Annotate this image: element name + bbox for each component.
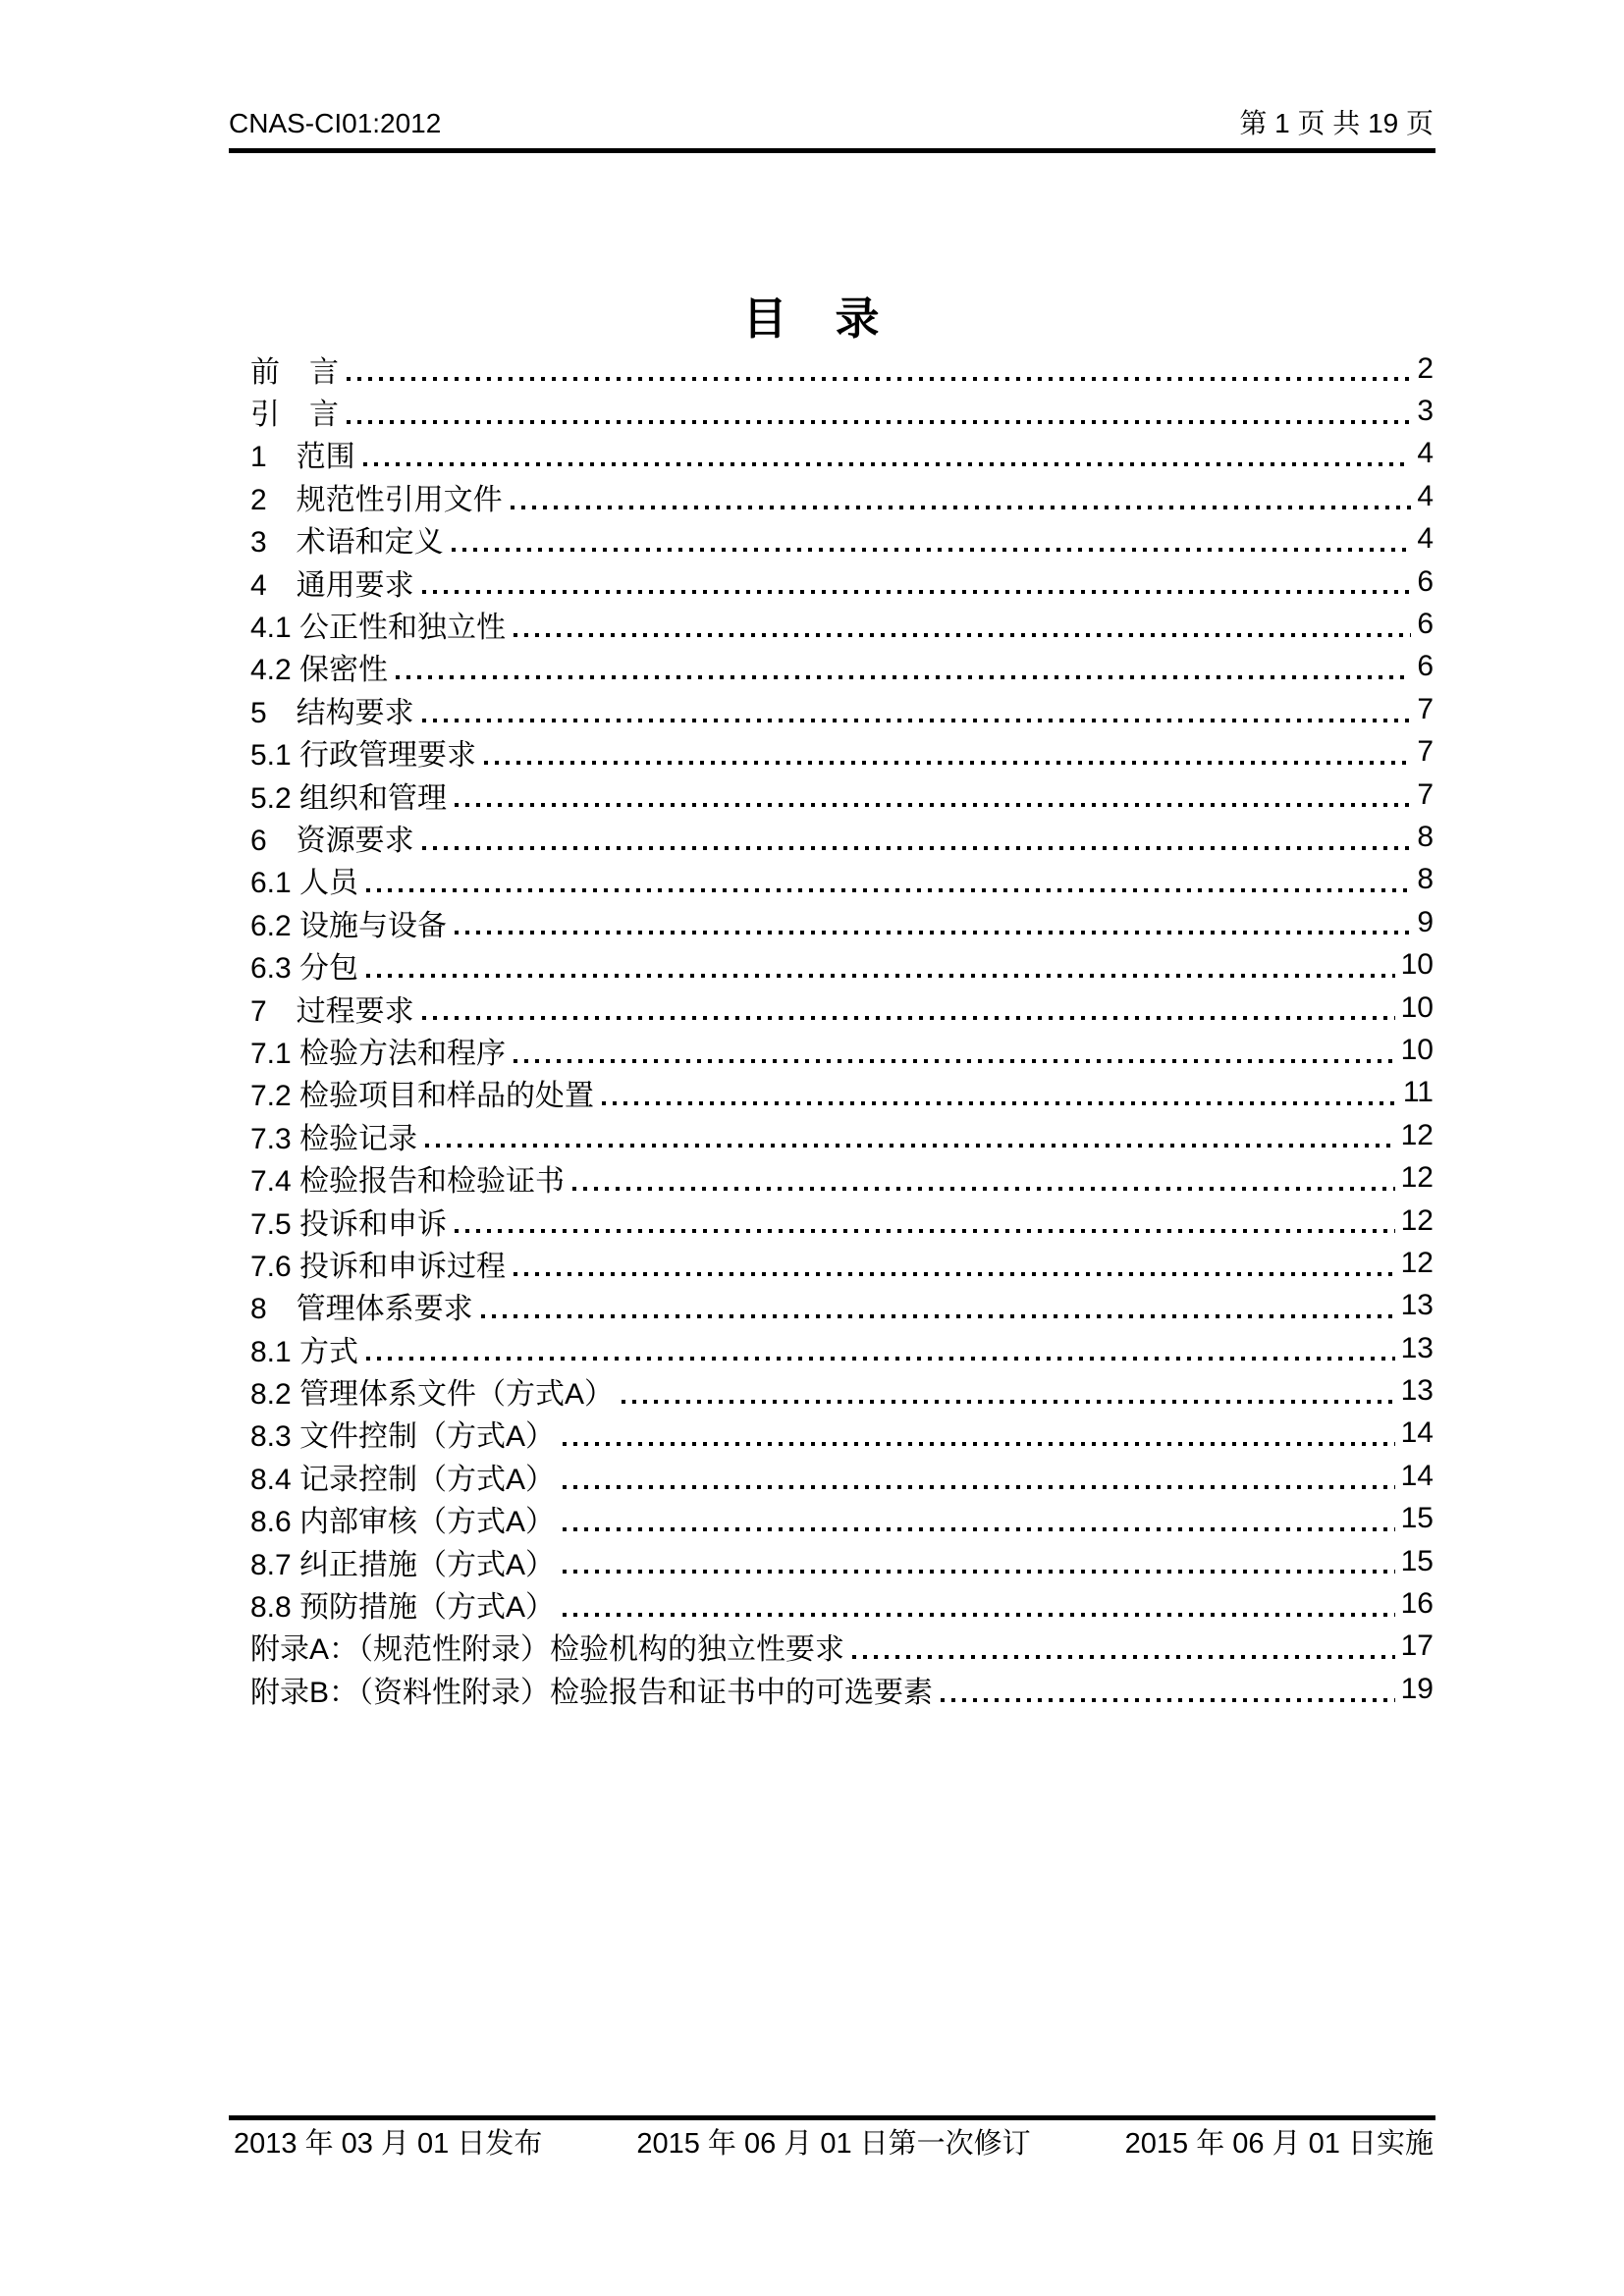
toc-entry-label: 7 过程要求 [250, 994, 414, 1028]
footer-date-implemented: 2015 年 06 月 01 日实施 [1124, 2128, 1434, 2160]
toc-page-number: 8 [1417, 820, 1434, 853]
toc-row [250, 518, 1434, 561]
toc-page-number: 14 [1400, 1416, 1434, 1450]
toc-entry-label: 1 范围 [250, 441, 355, 474]
toc-row [250, 1369, 1434, 1412]
toc-entry-label: 6.3 分包 [250, 952, 359, 986]
toc-page-number: 13 [1400, 1374, 1434, 1408]
toc-dot-leader [481, 1314, 1395, 1318]
toc-page-number: 4 [1417, 479, 1434, 512]
toc-entry-label: 前 言 [250, 355, 339, 389]
toc-entry-label: 2 规范性引用文件 [250, 483, 503, 516]
toc-entry-label: 7.4 检验报告和检验证书 [250, 1165, 566, 1199]
toc-row [250, 1029, 1434, 1071]
toc-entry-label: 3 术语和定义 [250, 526, 444, 560]
toc-row [250, 859, 1434, 901]
toc-entry-label: 8 管理体系要求 [250, 1293, 473, 1326]
toc-page-number: 6 [1417, 608, 1434, 641]
toc-list [250, 347, 1434, 1711]
footer-rule [229, 2115, 1435, 2120]
toc-row [250, 1540, 1434, 1582]
toc-page-number: 11 [1402, 1076, 1434, 1109]
toc-entry-label: 5 结构要求 [250, 696, 414, 729]
toc-entry-label: 8.7 纠正措施（方式A） [250, 1548, 556, 1581]
toc-row [250, 731, 1434, 774]
toc-dot-leader [484, 761, 1411, 765]
toc-row [250, 1626, 1434, 1668]
toc-page-number: 19 [1400, 1672, 1434, 1705]
toc-page-number: 3 [1417, 395, 1434, 428]
toc-row [250, 1200, 1434, 1242]
toc-row [250, 1668, 1434, 1710]
toc-dot-leader [572, 1187, 1395, 1191]
toc-row [250, 347, 1434, 390]
toc-dot-leader [852, 1655, 1395, 1659]
toc-dot-leader [347, 420, 1411, 424]
toc-entry-label: 7.6 投诉和申诉过程 [250, 1250, 507, 1283]
toc-dot-leader [514, 1059, 1395, 1063]
toc-dot-leader [452, 548, 1412, 552]
toc-entry-label: 8.3 文件控制（方式A） [250, 1420, 556, 1454]
toc-dot-leader [366, 1357, 1395, 1361]
footer-date-revised: 2015 年 06 月 01 日第一次修订 [636, 2128, 1031, 2160]
toc-page-number: 12 [1400, 1203, 1434, 1237]
toc-dot-leader [455, 931, 1411, 934]
toc-row [250, 1285, 1434, 1327]
toc-row [250, 1498, 1434, 1540]
toc-entry-label: 7.5 投诉和申诉 [250, 1207, 448, 1241]
toc-row [250, 688, 1434, 730]
toc-row [250, 1114, 1434, 1156]
toc-entry-label: 6 资源要求 [250, 825, 414, 857]
toc-entry-label: 7.2 检验项目和样品的处置 [250, 1080, 595, 1113]
toc-row [250, 1156, 1434, 1199]
toc-entry-label: 8.6 内部审核（方式A） [250, 1506, 556, 1539]
toc-page-number: 8 [1417, 863, 1434, 896]
toc-dot-leader [563, 1570, 1395, 1574]
toc-page-number: 4 [1417, 437, 1434, 470]
toc-page-number: 7 [1417, 777, 1434, 811]
toc-entry-label: 8.8 预防措施（方式A） [250, 1591, 556, 1625]
toc-entry-label: 8.2 管理体系文件（方式A） [250, 1378, 615, 1412]
toc-row [250, 901, 1434, 943]
toc-dot-leader [363, 462, 1412, 466]
toc-dot-leader [941, 1698, 1395, 1702]
toc-dot-leader [347, 377, 1411, 381]
page-footer [229, 2126, 1434, 2162]
toc-dot-leader [563, 1485, 1395, 1489]
toc-entry-label: 附录A：（规范性附录）检验机构的独立性要求 [250, 1633, 845, 1667]
toc-row [250, 1455, 1434, 1497]
toc-page-number: 10 [1400, 1033, 1434, 1066]
toc-entry-label: 8.4 记录控制（方式A） [250, 1463, 556, 1496]
toc-page-number: 13 [1400, 1289, 1434, 1322]
toc-page-number: 7 [1417, 692, 1434, 725]
page-title: 目 录 [742, 294, 882, 344]
toc-entry-label: 5.1 行政管理要求 [250, 739, 477, 773]
toc-page-number: 10 [1400, 990, 1434, 1024]
toc-row [250, 390, 1434, 432]
toc-row [250, 987, 1434, 1029]
toc-page-number: 12 [1400, 1118, 1434, 1151]
toc-dot-leader [422, 590, 1412, 594]
toc-entry-label: 6.1 人员 [250, 867, 359, 900]
toc-entry-label: 7.1 检验方法和程序 [250, 1037, 507, 1070]
toc-dot-leader [455, 803, 1411, 807]
toc-row [250, 1413, 1434, 1455]
toc-page-number: 15 [1400, 1544, 1434, 1577]
toc-entry-label: 4.2 保密性 [250, 654, 389, 687]
footer-date-published: 2013 年 03 月 01 日发布 [234, 2128, 543, 2160]
toc-row [250, 475, 1434, 517]
toc-page-number: 12 [1400, 1161, 1434, 1195]
toc-page-number: 9 [1417, 905, 1434, 938]
page-indicator: 第 1 页 共 19 页 [1239, 108, 1434, 138]
toc-dot-leader [366, 974, 1395, 978]
toc-entry-label: 7.3 检验记录 [250, 1122, 418, 1155]
toc-dot-leader [455, 1229, 1395, 1233]
toc-dot-leader [622, 1400, 1395, 1404]
toc-entry-label: 8.1 方式 [250, 1335, 359, 1368]
toc-dot-leader [422, 719, 1412, 722]
toc-dot-leader [425, 1144, 1395, 1148]
toc-dot-leader [366, 888, 1411, 892]
toc-dot-leader [514, 1272, 1395, 1276]
toc-page-number: 6 [1417, 650, 1434, 683]
toc-row [250, 816, 1434, 858]
toc-row [250, 1582, 1434, 1625]
toc-entry-label: 6.2 设施与设备 [250, 909, 448, 942]
toc-entry-label: 4 通用要求 [250, 568, 414, 602]
toc-row [250, 646, 1434, 688]
toc-row [250, 433, 1434, 475]
toc-page-number: 14 [1400, 1459, 1434, 1492]
toc-row [250, 1242, 1434, 1284]
toc-dot-leader [511, 506, 1412, 509]
toc-page-number: 15 [1400, 1502, 1434, 1535]
toc-page-number: 6 [1417, 564, 1434, 598]
toc-row [250, 1327, 1434, 1369]
toc-dot-leader [602, 1101, 1397, 1105]
toc-entry-label: 4.1 公正性和独立性 [250, 612, 507, 645]
toc-page-number: 16 [1400, 1587, 1434, 1621]
header-rule [229, 148, 1435, 153]
toc-dot-leader [563, 1527, 1395, 1531]
toc-row [250, 603, 1434, 645]
toc-page-number: 7 [1417, 735, 1434, 769]
toc-dot-leader [563, 1442, 1395, 1446]
toc-row [250, 561, 1434, 603]
toc-page-number: 4 [1417, 522, 1434, 556]
toc-row [250, 943, 1434, 986]
toc-page-number: 2 [1417, 351, 1434, 385]
toc-row [250, 774, 1434, 816]
toc-entry-label: 引 言 [250, 399, 339, 432]
toc-page-number: 10 [1400, 948, 1434, 982]
toc-dot-leader [563, 1613, 1395, 1617]
toc-page-number: 17 [1400, 1629, 1434, 1663]
page-header [229, 104, 1434, 143]
toc-entry-label: 5.2 组织和管理 [250, 781, 448, 815]
toc-page-number: 12 [1400, 1246, 1434, 1279]
toc-dot-leader [422, 1016, 1395, 1020]
toc-page-number: 13 [1400, 1331, 1434, 1364]
toc-dot-leader [396, 675, 1411, 679]
toc-entry-label: 附录B：（资料性附录）检验报告和证书中的可选要素 [250, 1676, 934, 1709]
toc-row [250, 1072, 1434, 1114]
doc-code: CNAS-CI01:2012 [229, 108, 442, 138]
toc-dot-leader [514, 633, 1411, 637]
toc-dot-leader [422, 846, 1412, 850]
